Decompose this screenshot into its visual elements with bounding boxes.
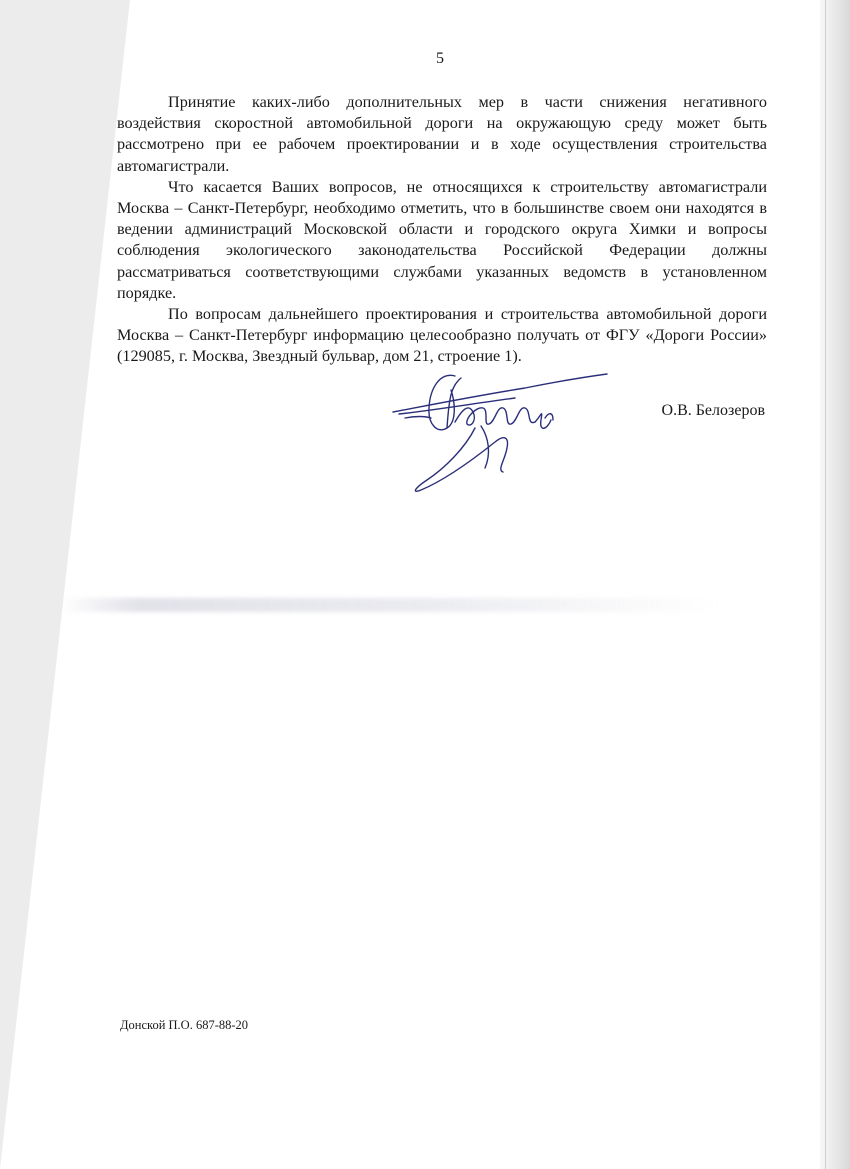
paragraph-further-info: По вопросам дальнейшего проектирования и строительства автомобильной дороги Москва – Санкт-Петербург информацию целесообразно получать от ФГУ «Дороги России» (129085, г. Москва, Звездный бульвар, дом 21, строение 1). [117,305,767,366]
scan-edge-right [825,0,826,1169]
signature-icon [385,368,610,498]
paragraph-measures: Принятие каких-либо дополнительных мер в части снижения негативного воздействия скоростной автомобильной дороги на окружающую среду может быть рассмотрено при ее рабочем проектировании и в ходе осуществления строительства автомагистрали. [117,93,767,175]
letter-body [117,92,767,368]
footer-contact: Донской П.О. 687-88-20 [120,1018,249,1032]
scan-margin-left [0,0,130,1169]
signer-name: О.В. Белозеров [661,402,765,419]
page-number: 5 [436,50,444,67]
scan-bleed-through [60,598,720,612]
paragraph-other-questions: Что касается Ваших вопросов, не относящихся к строительству автомагистрали Москва – Санкт-Петербург, необходимо отметить, что в большинстве своем они находятся в ведении администраций Московской области и городского округа Химки и вопросы соблюдения экологического законодательства Российской Федерации должны рассматриваться соответствующими службами указанных ведомств в установленном порядке. [117,177,767,302]
